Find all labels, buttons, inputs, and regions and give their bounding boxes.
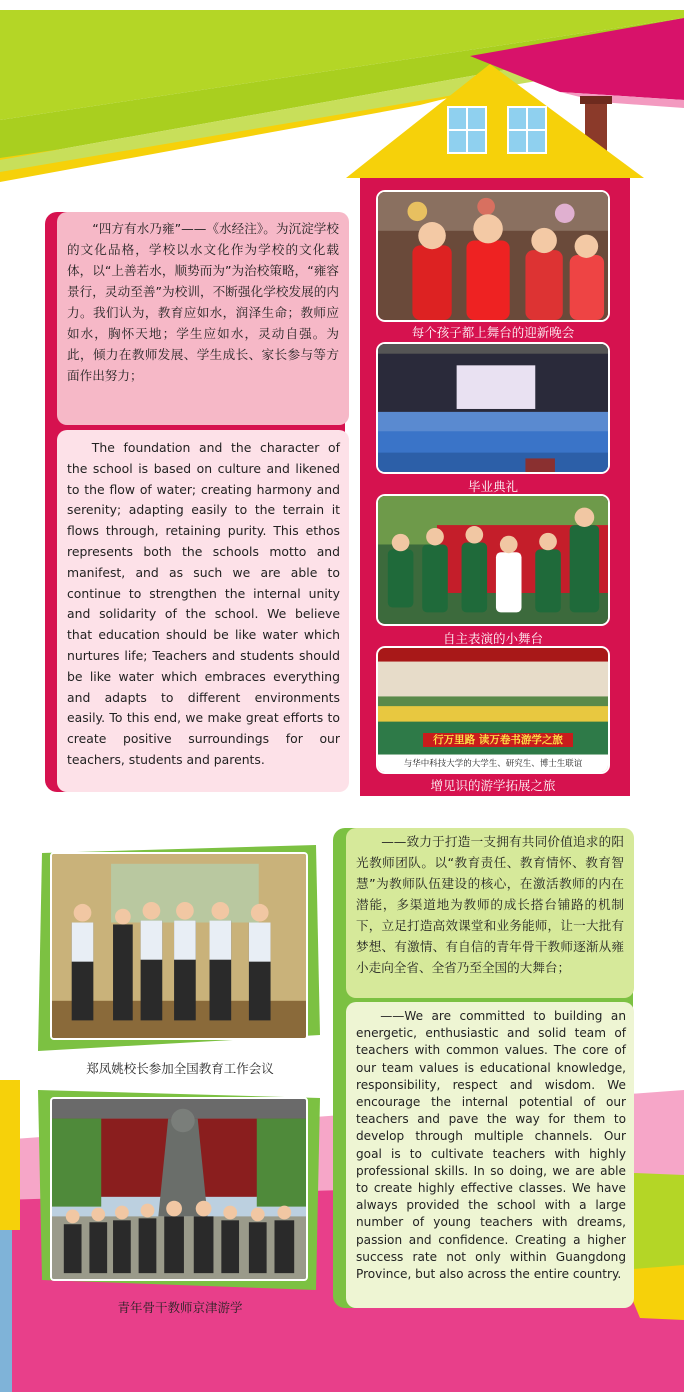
english-intro-box <box>57 430 349 792</box>
photo-caption: 毕业典礼 <box>467 479 518 494</box>
photo-caption: 每个孩子都上舞台的迎新晚会 <box>411 325 575 340</box>
english-teacher-box <box>346 1002 634 1308</box>
photo-caption: 自主表演的小舞台 <box>442 631 543 646</box>
english-intro-text: The foundation and the character of the school is based on culture and likened to the flow of water; creating harmony and serenity; adapting easily to the terrain it flows through, retaining purity. This ethos represents both the schools motto and manifest, and as such we are able to continue to strengthen the internal unity and solidarity of the school. We believe that education should be like water which nurtures life; Teachers and students should be like water which embraces everything and adapts to different environments easily. To this end, we make great efforts to create positive surroundings for our teachers, students and parents. <box>67 440 340 767</box>
photo-caption: 增见识的游学拓展之旅 <box>430 778 556 793</box>
english-teacher-text: ——We are committed to building an energetic, enthusiastic and solid team of teachers with common values. The core of our team values is educational knowledge, responsibility, respect and wisdom. We encourage the internal potential of our teachers and pave the way for them to develop through multiple channels. Our goal is to cultivate teachers with highly professional skills. In so doing, we are able to create highly effective classes. We have always provided the school with a large number of young teachers with dreams, passion and confidence. Creating a higher success rate not only within Guangdong Province, but also across the entire country. <box>356 1009 626 1282</box>
photo-caption-principal: 郑凤姚校长参加全国教育工作会议 <box>86 1061 274 1076</box>
chinese-intro-text: “四方有水乃雍”——《水经注》。为沉淀学校的文化品格，学校以水文化作为学校的文化载体，以“上善若水，顺势而为”为治校策略，“雍容景行，灵动至善”为校训，不断强化学校发展的内力。我们认为，教育应如水，润泽生命；教师应如水，胸怀天地；学生应如水，灵动自强。为此，倾力在教师发展、学生成长、家长参与等方面作出努力； <box>67 221 339 383</box>
photo-caption-teachers: 青年骨干教师京津游学 <box>117 1300 243 1315</box>
house-window-right <box>507 106 547 154</box>
chinese-teacher-box <box>346 828 634 998</box>
student-band-photo <box>376 494 610 626</box>
house-window-left <box>447 106 487 154</box>
photo-subcaption: 与华中科技大学的大学生、研究生、博士生联谊 <box>403 759 583 769</box>
performing-children-photo <box>376 190 610 322</box>
study-tour-group-photo <box>376 646 610 774</box>
principal-meeting-photo <box>50 852 308 1040</box>
chinese-intro-box <box>57 212 349 425</box>
teachers-tour-photo <box>50 1097 308 1281</box>
tour-banner: 行万里路 读万卷书游学之旅 <box>423 733 573 747</box>
graduation-ceremony-photo <box>376 342 610 474</box>
chinese-teacher-text: ——致力于打造一支拥有共同价值追求的阳光教师团队。以“教育责任、教育情怀、教育智慧”为教师队伍建设的核心，在激活教师的内在潜能，多渠道地为教师的成长搭台铺路的机制下，立足打造高效课堂和业务能师，让一大批有梦想、有激情、有自信的青年骨干教师逐渐从雍小走向全省、全省乃至全国的大舞台； <box>356 834 624 975</box>
